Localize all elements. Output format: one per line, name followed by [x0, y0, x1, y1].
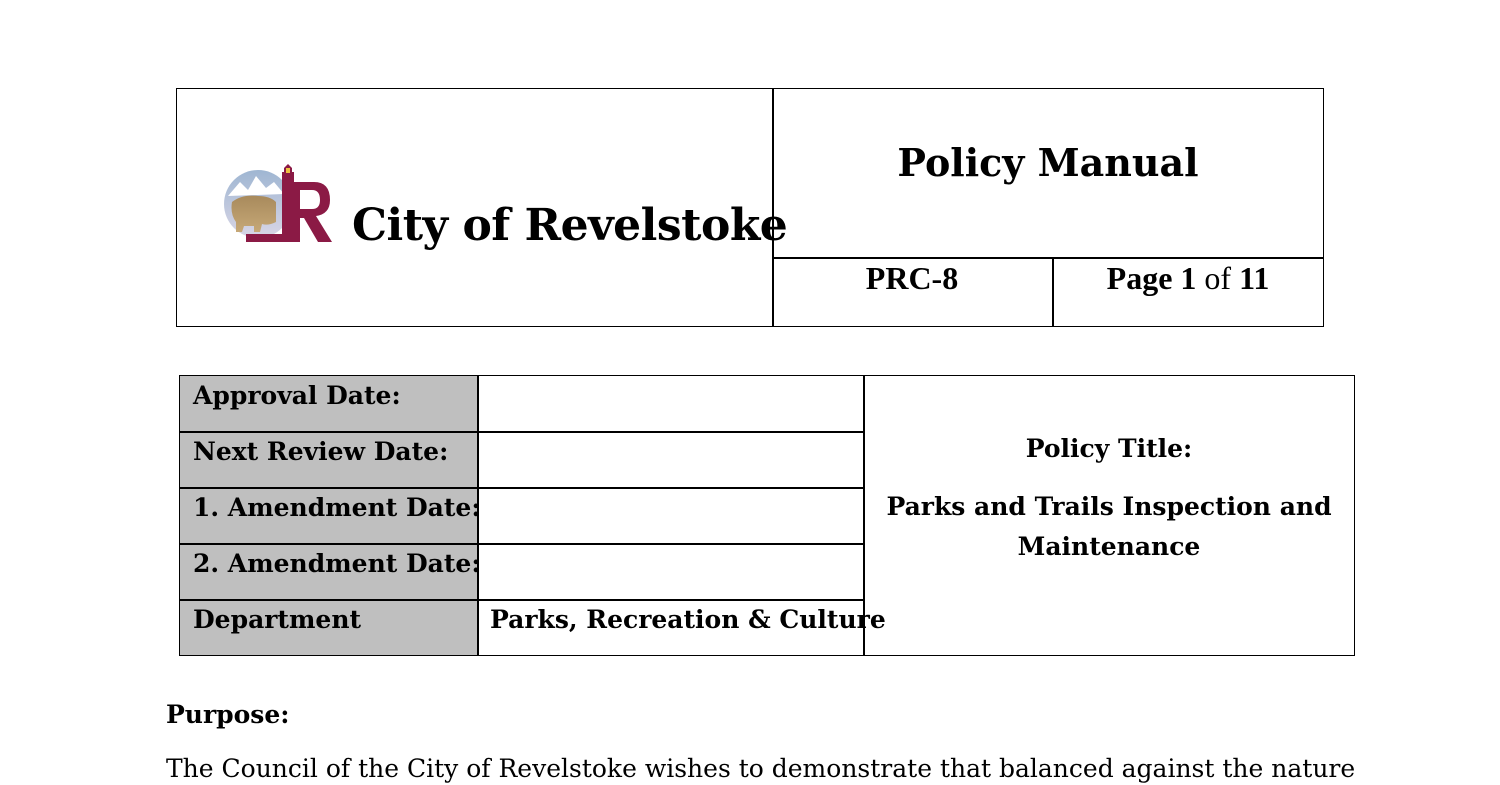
manual-title: Policy Manual — [897, 140, 1199, 185]
next-review-date-label: Next Review Date: — [193, 437, 449, 466]
page-current: 1 — [1180, 260, 1197, 296]
purpose-text: The Council of the City of Revelstoke wishes to demonstrate that balanced against the nature — [166, 754, 1356, 783]
page-total: 11 — [1239, 260, 1270, 296]
approval-date-label: Approval Date: — [193, 381, 401, 410]
table-divider — [179, 543, 864, 545]
policy-code: PRC-8 — [865, 260, 959, 296]
amendment-date-2-label: 2. Amendment Date: — [193, 549, 481, 578]
amendment-date-1-label: 1. Amendment Date: — [193, 493, 481, 522]
city-logo — [222, 162, 336, 246]
department-label: Department — [193, 605, 362, 634]
table-divider — [179, 487, 864, 489]
purpose-heading: Purpose: — [166, 700, 290, 729]
org-name: City of Revelstoke — [352, 200, 788, 251]
policy-title-label: Policy Title: — [1025, 434, 1193, 463]
table-divider — [179, 431, 864, 433]
table-divider — [179, 599, 864, 601]
department-value: Parks, Recreation & Culture — [490, 605, 886, 634]
page-indicator — [1052, 258, 1324, 298]
page-of: of — [1204, 260, 1232, 296]
page-prefix: Page — [1106, 260, 1173, 296]
policy-title: Parks and Trails Inspection and Maintenance — [886, 492, 1332, 561]
